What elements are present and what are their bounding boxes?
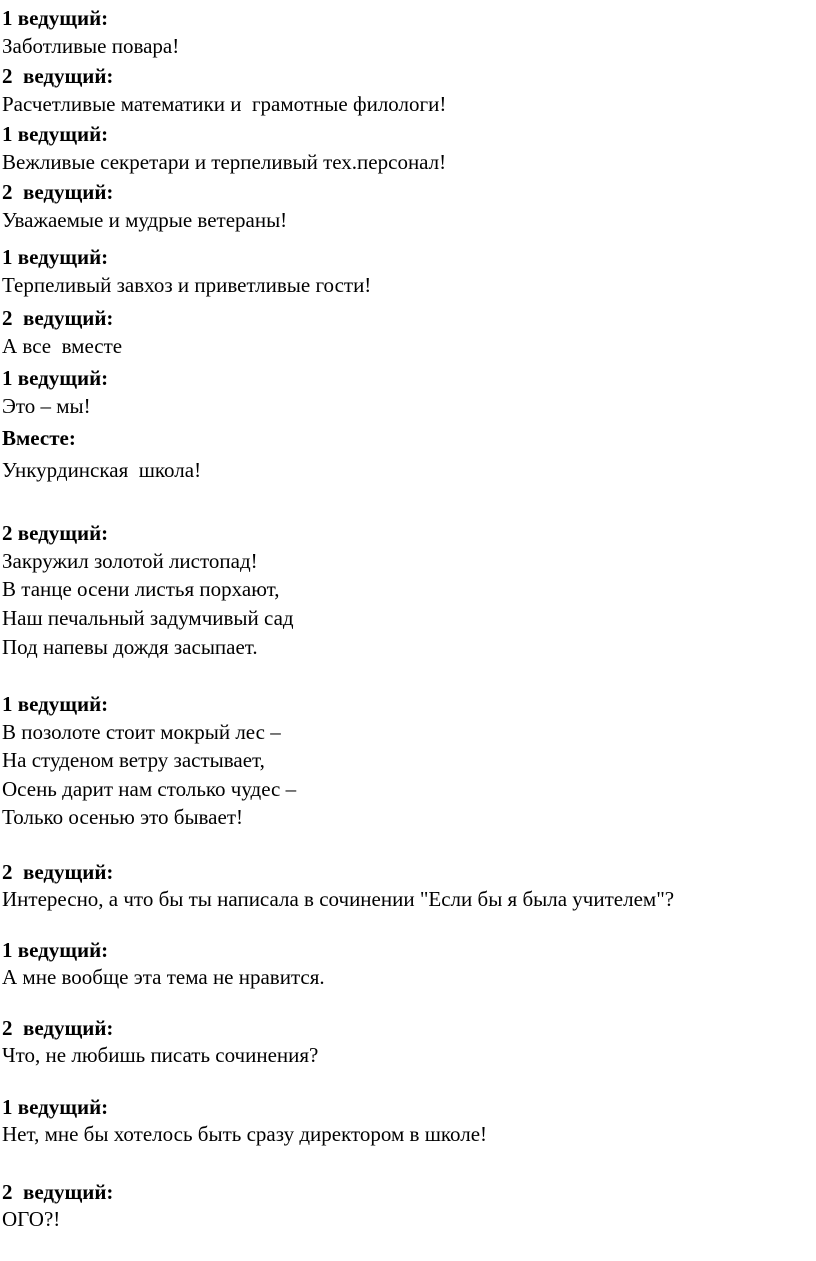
speaker-label: 2 ведущий: <box>2 306 114 330</box>
text-line: Под напевы дождя засыпает. <box>2 635 258 659</box>
text-line: В позолоте стоит мокрый лес – <box>2 720 281 744</box>
speaker-label: 1 ведущий: <box>2 692 109 716</box>
text-line: Заботливые повара! <box>2 34 180 58</box>
text-line: В танце осени листья порхают, <box>2 577 280 601</box>
text-line: Только осенью это бывает! <box>2 805 243 829</box>
speaker-label: Вместе: <box>2 426 76 450</box>
speaker-label: 2 ведущий: <box>2 1180 114 1204</box>
speaker-label: 1 ведущий: <box>2 938 109 962</box>
text-line: Наш печальный задумчивый сад <box>2 606 294 630</box>
text-line: Терпеливый завхоз и приветливые гости! <box>2 273 372 297</box>
text-line: Что, не любишь писать сочинения? <box>2 1043 319 1067</box>
speaker-label: 1 ведущий: <box>2 122 109 146</box>
speaker-label: 1 ведущий: <box>2 366 109 390</box>
speaker-label: 2 ведущий: <box>2 1016 114 1040</box>
speaker-label: 2 ведущий: <box>2 180 114 204</box>
text-line: А все вместе <box>2 334 123 358</box>
speaker-label: 1 ведущий: <box>2 6 109 30</box>
speaker-label: 1 ведущий: <box>2 245 109 269</box>
text-line: Это – мы! <box>2 394 91 418</box>
text-line: Осень дарит нам столько чудес – <box>2 777 297 801</box>
text-line: Ункурдинская школа! <box>2 458 202 482</box>
text-line: ОГО?! <box>2 1207 61 1231</box>
text-line: Закружил золотой листопад! <box>2 549 258 573</box>
text-line: Расчетливые математики и грамотные филологи! <box>2 92 447 116</box>
speaker-label: 2 ведущий: <box>2 860 114 884</box>
text-line: А мне вообще эта тема не нравится. <box>2 965 325 989</box>
text-line: Интересно, а что бы ты написала в сочинении "Если бы я была учителем"? <box>2 887 675 911</box>
speaker-label: 2 ведущий: <box>2 521 109 545</box>
speaker-label: 1 ведущий: <box>2 1095 109 1119</box>
speaker-label: 2 ведущий: <box>2 64 114 88</box>
text-line: Нет, мне бы хотелось быть сразу директором в школе! <box>2 1122 488 1146</box>
text-line: На студеном ветру застывает, <box>2 748 265 772</box>
text-line: Уважаемые и мудрые ветераны! <box>2 208 288 232</box>
text-line: Вежливые секретари и терпеливый тех.персонал! <box>2 150 447 174</box>
